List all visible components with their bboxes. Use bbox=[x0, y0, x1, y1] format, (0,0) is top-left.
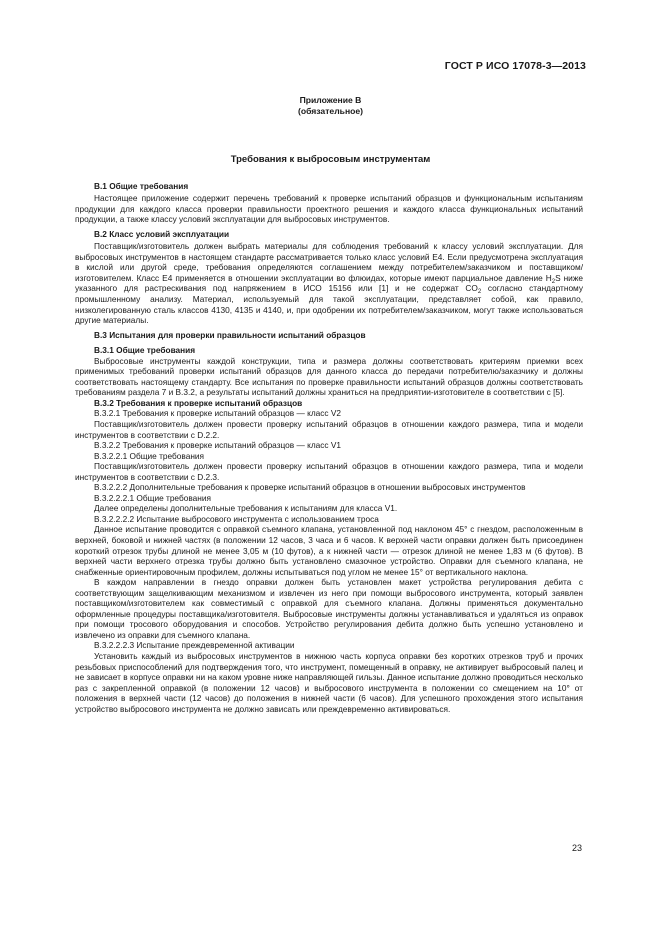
clause-heading-b32223: В.3.2.2.2.3 Испытание преждевременной активации bbox=[94, 640, 295, 651]
clause-heading-b3222: В.3.2.2.2 Дополнительные требования к проверке испытаний образцов в отношении выбросовых инструментов bbox=[94, 482, 526, 493]
section-heading-b3: В.3 Испытания для проверки правильности испытаний образцов bbox=[94, 330, 366, 341]
paragraph-b3221: Поставщик/изготовитель должен провести проверку испытаний образцов в отношении каждого размера, типа и модели инструментов в соответствии с D.2.3. bbox=[75, 461, 583, 482]
paragraph-b32221: Далее определены дополнительные требования к испытаниям для класса V1. bbox=[94, 503, 398, 514]
document-standard-id: ГОСТ Р ИСО 17078-3—2013 bbox=[444, 60, 586, 72]
section-heading-b1: В.1 Общие требования bbox=[94, 181, 189, 191]
annex-title: Приложение В bbox=[299, 95, 362, 105]
paragraph-b32222-b: В каждом направлении в гнездо оправки должен быть установлен макет устройства регулирования дебита с соответствующим защелкивающим механизмом и извлечен из него при помощи выбросового инструмента, который заявлен поставщиком/изготовителем как совместимый с оправкой для съемного клапана. Должны применяться документально оформленные процедуры поставщика/изготовителя. Выбросовые инструменты должны устанавливаться и удаляться из оправок при помощи тросового оборудования и способов. Устройство регулирования дебита должно быть успешно установлено и извлечено из оправки для съемного клапана. bbox=[75, 577, 583, 640]
annex-heading bbox=[0, 95, 661, 117]
paragraph-b2: Поставщик/изготовитель должен выбрать материалы для соблюдения требований к классу условий эксплуатации. Для выбросовых инструментов в настоящем стандарте рассматривается только класс условий Е4. Если предусмотрена эксплуатация в кислой или другой среде, требования определяются соглашением между потребителем/заказчиком и поставщиком/изготовителем. Класс Е4 применяется в отношении эксплуатации во флюидах, которые имеют парциальное давление $H_2S$ ниже указанного для растрескивания под напряжением в ИСО 15156 или [1] и не содержат $CO_2$ согласно стандартному промышленному анализу. Материал, используемый для такой эксплуатации, представляет собой, как правило, низколегированную сталь классов 4130, 4135 и 4140, и, при одобрении их потребителем/заказчиком, могут также использоваться другие материалы. bbox=[75, 241, 583, 326]
paragraph-b32223: Установить каждый из выбросовых инструментов в нижнюю часть корпуса оправки без коротких отрезков труб и прочих резьбовых приспособлений для подтверждения того, что инструмент, помещенный в оправку, не активирует выбросовый палец и не зависает в корпусе оправки ни на каком уровне ниже направляющей гильзы. Данное испытание должно проводиться несколько раз с закрепленной оправкой (в положении 12 часов) и выбросового инструмента в положении со смещением на 10° от положения в верхней части (12 часов) до положения в нижней части (6 часов). Для успешного прохождения этого испытания устройство выбросового инструмента не должно зависать или преждевременно активироваться. bbox=[75, 651, 583, 714]
document-body bbox=[75, 181, 583, 714]
section-heading-b31: В.3.1 Общие требования bbox=[94, 345, 196, 356]
section-heading-b2: В.2 Класс условий эксплуатации bbox=[94, 229, 230, 240]
annex-status: (обязательное) bbox=[297, 106, 364, 116]
page-number: 23 bbox=[571, 843, 582, 853]
paragraph-b321: Поставщик/изготовитель должен провести проверку испытаний образцов в отношении каждого размера, типа и модели инструментов в соответствии с D.2.2. bbox=[75, 418, 583, 440]
clause-heading-b321: В.3.2.1 Требования к проверке испытаний образцов — класс V2 bbox=[94, 408, 342, 419]
clause-heading-b322: В.3.2.2 Требования к проверке испытаний образцов — класс V1 bbox=[94, 440, 342, 451]
clause-heading-b32222: В.3.2.2.2.2 Испытание выбросового инструмента с использованием троса bbox=[94, 513, 379, 524]
section-heading-b32: В.3.2 Требования к проверке испытаний образцов bbox=[94, 397, 303, 408]
paragraph-b32222-a: Данное испытание проводится с оправкой съемного клапана, установленной под наклоном 45° с гнездом, расположенным в верхней, боковой и нижней частях (в положении 12 часов, 3 часа и 6 часов. К верхней части оправки должен быть присоединен короткий отрезок трубы длиной не менее 3,05 м (10 футов), а к нижней части — отрезок длиной не менее 1,83 м (6 футов). В верхней части верхнего отрезка трубы должно быть установлено смазочное устройство. Оправки для съемного клапана, не снабженные ориентировочным профилем, должны испытываться под углом не менее 15° от вертикального наклона. bbox=[75, 524, 583, 577]
clause-heading-b3221: В.3.2.2.1 Общие требования bbox=[94, 450, 205, 461]
paragraph-b1: Настоящее приложение содержит перечень требований к проверке испытаний образцов и функциональным испытаниям продукции для каждого класса проверки правильности проектного решения и каждого класса функциональных испытаний продукции, а также классу условий эксплуатации для выбросовых инструментов. bbox=[75, 193, 583, 225]
paragraph-b31: Выбросовые инструменты каждой конструкции, типа и размера должны соответствовать критериям приемки всех применимых требований проверки испытаний образцов для данного класса до передачи потребителю/заказчику и должны соответствовать настоящему стандарту. Все испытания по проверке правильности испытаний образцов должны соответствовать требованиям раздела 7 и В.3.2, а результаты испытаний должны храниться на предприятии-изготовителе в соответствии с [5]. bbox=[75, 355, 583, 398]
annex-subject-title: Требования к выбросовым инструментам bbox=[230, 154, 431, 165]
clause-heading-b32221: В.3.2.2.2.1 Общие требования bbox=[94, 492, 211, 503]
